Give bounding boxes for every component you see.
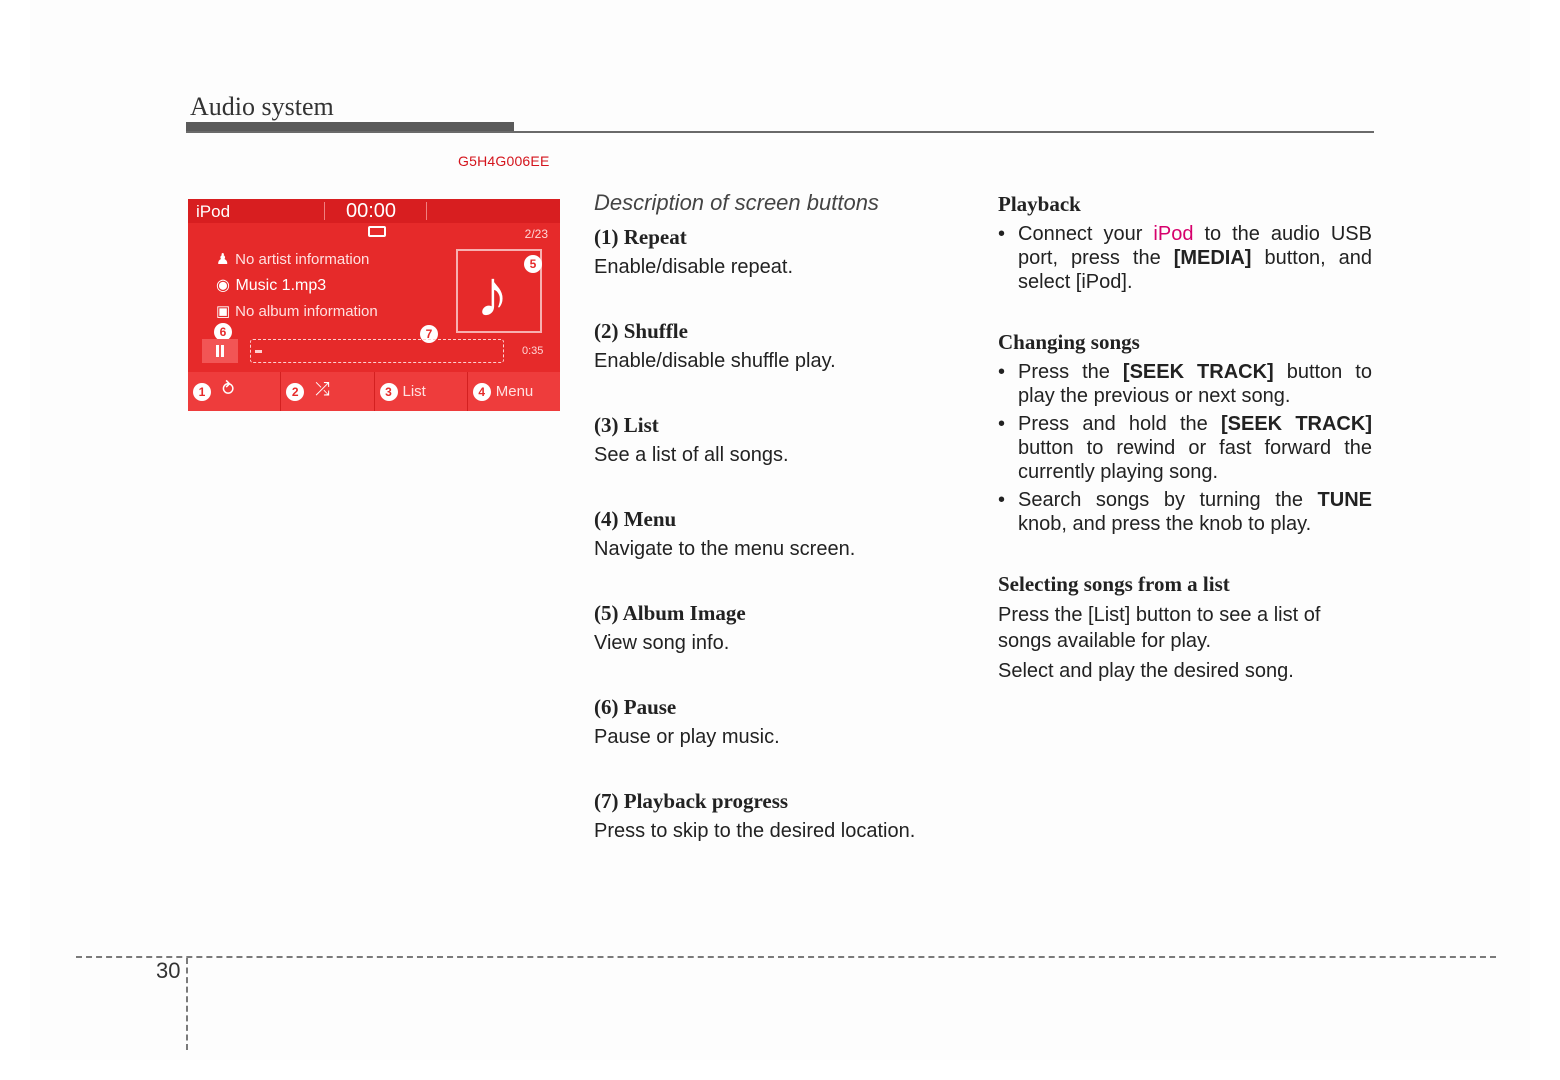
desc-item-pause xyxy=(594,692,974,752)
changing-bullet-2: • Press and hold the [SEEK TRACK] button to rewind or fast forward the currently playing song. xyxy=(998,412,1372,484)
playback-heading: Playback xyxy=(998,192,1081,216)
desc-item-shuffle xyxy=(594,316,974,376)
list-button-label: List xyxy=(402,383,426,400)
selecting-para-2: Select and play the desired song. xyxy=(998,660,1294,682)
button-number: 1 xyxy=(193,383,211,401)
footer-divider xyxy=(76,956,1496,958)
ipod-screen-illustration xyxy=(188,199,560,411)
callout-7: 7 xyxy=(420,325,438,343)
shuffle-icon: ⤮ xyxy=(315,379,330,399)
title-info xyxy=(216,275,326,295)
seek-track-term: [SEEK TRACK] xyxy=(1220,413,1372,435)
screen-time: 00:00 xyxy=(346,200,397,222)
changing-songs-heading: Changing songs xyxy=(998,330,1140,354)
desc-item-menu xyxy=(594,504,974,564)
desc-item-head: (4) Menu xyxy=(594,507,677,531)
changing-bullet-1: • Press the [SEEK TRACK] button to play the previous or next song. xyxy=(998,360,1372,408)
page-number: 30 xyxy=(156,958,181,983)
music-disc-icon: ◉ xyxy=(216,277,230,294)
artist-text: No artist information xyxy=(235,251,370,268)
desc-item-body: Navigate to the menu screen. xyxy=(594,538,856,560)
tune-term: TUNE xyxy=(1317,489,1372,511)
track-count: 2/23 xyxy=(524,227,548,241)
changing-bullet-3: • Search songs by turning the TUNE knob, and press the knob to play. xyxy=(998,488,1372,536)
repeat-indicator-icon xyxy=(368,226,386,237)
album-text: No album information xyxy=(235,303,378,320)
title-text: Music 1.mp3 xyxy=(235,277,327,294)
desc-item-album-image xyxy=(594,598,974,658)
progress-fill xyxy=(255,350,262,353)
screen-button-bar xyxy=(188,372,560,411)
screen-top-bar xyxy=(188,199,560,223)
playback-bullet: • Connect your iPod to the audio USB port, press the [MEDIA] button, and select [iPod]. xyxy=(998,222,1372,294)
screen-separator xyxy=(324,202,325,220)
menu-button-label: Menu xyxy=(495,383,534,400)
desc-item-head: (6) Pause xyxy=(594,695,677,719)
desc-item-head: (5) Album Image xyxy=(594,601,746,625)
title-rule xyxy=(186,131,1374,133)
repeat-icon: ⥁ xyxy=(222,379,235,399)
menu-button[interactable] xyxy=(468,372,560,411)
desc-item-head: (1) Repeat xyxy=(594,225,687,249)
screen-separator xyxy=(426,202,427,220)
desc-item-body: Enable/disable repeat. xyxy=(594,256,794,278)
callout-6: 6 xyxy=(214,323,232,341)
desc-item-body: Pause or play music. xyxy=(594,726,780,748)
desc-item-progress xyxy=(594,786,974,846)
album-info xyxy=(216,302,378,320)
shuffle-button[interactable] xyxy=(281,372,374,411)
button-number: 4 xyxy=(473,383,491,401)
desc-item-body: See a list of all songs. xyxy=(594,444,789,466)
pause-button[interactable] xyxy=(202,339,238,363)
button-number: 3 xyxy=(380,383,398,401)
person-icon: ♟ xyxy=(216,251,230,268)
playback-progress-bar[interactable] xyxy=(250,339,504,363)
selecting-heading: Selecting songs from a list xyxy=(998,572,1230,596)
artist-info xyxy=(216,250,369,268)
desc-item-head: (3) List xyxy=(594,413,659,437)
desc-item-body: Enable/disable shuffle play. xyxy=(594,350,836,372)
seek-track-term: [SEEK TRACK] xyxy=(1122,361,1274,383)
descriptions-heading: Description of screen buttons xyxy=(594,190,879,215)
repeat-button[interactable] xyxy=(188,372,281,411)
callout-5: 5 xyxy=(524,255,542,273)
list-button[interactable] xyxy=(375,372,468,411)
footer-vertical-divider xyxy=(186,958,188,1050)
album-icon: ▣ xyxy=(216,303,231,320)
music-note-icon: ♪ xyxy=(476,256,509,330)
descriptions-column xyxy=(594,190,974,880)
desc-item-list xyxy=(594,410,974,470)
elapsed-time: 0:35 xyxy=(522,345,544,357)
selecting-para-1: Press the [List] button to see a list of songs available for play. xyxy=(998,604,1321,652)
screen-source-label: iPod xyxy=(196,202,231,221)
desc-item-head: (7) Playback progress xyxy=(594,789,789,813)
desc-item-repeat xyxy=(594,222,974,282)
button-number: 2 xyxy=(286,383,304,401)
desc-item-body: View song info. xyxy=(594,632,730,654)
ipod-term: iPod xyxy=(1153,223,1194,245)
desc-item-body: Press to skip to the desired location. xyxy=(594,820,916,842)
media-button-term: [MEDIA] xyxy=(1173,247,1252,269)
figure-code: G5H4G006EE xyxy=(458,153,550,169)
section-title: Audio system xyxy=(190,92,334,121)
instructions-column xyxy=(998,190,1372,688)
desc-item-head: (2) Shuffle xyxy=(594,319,688,343)
